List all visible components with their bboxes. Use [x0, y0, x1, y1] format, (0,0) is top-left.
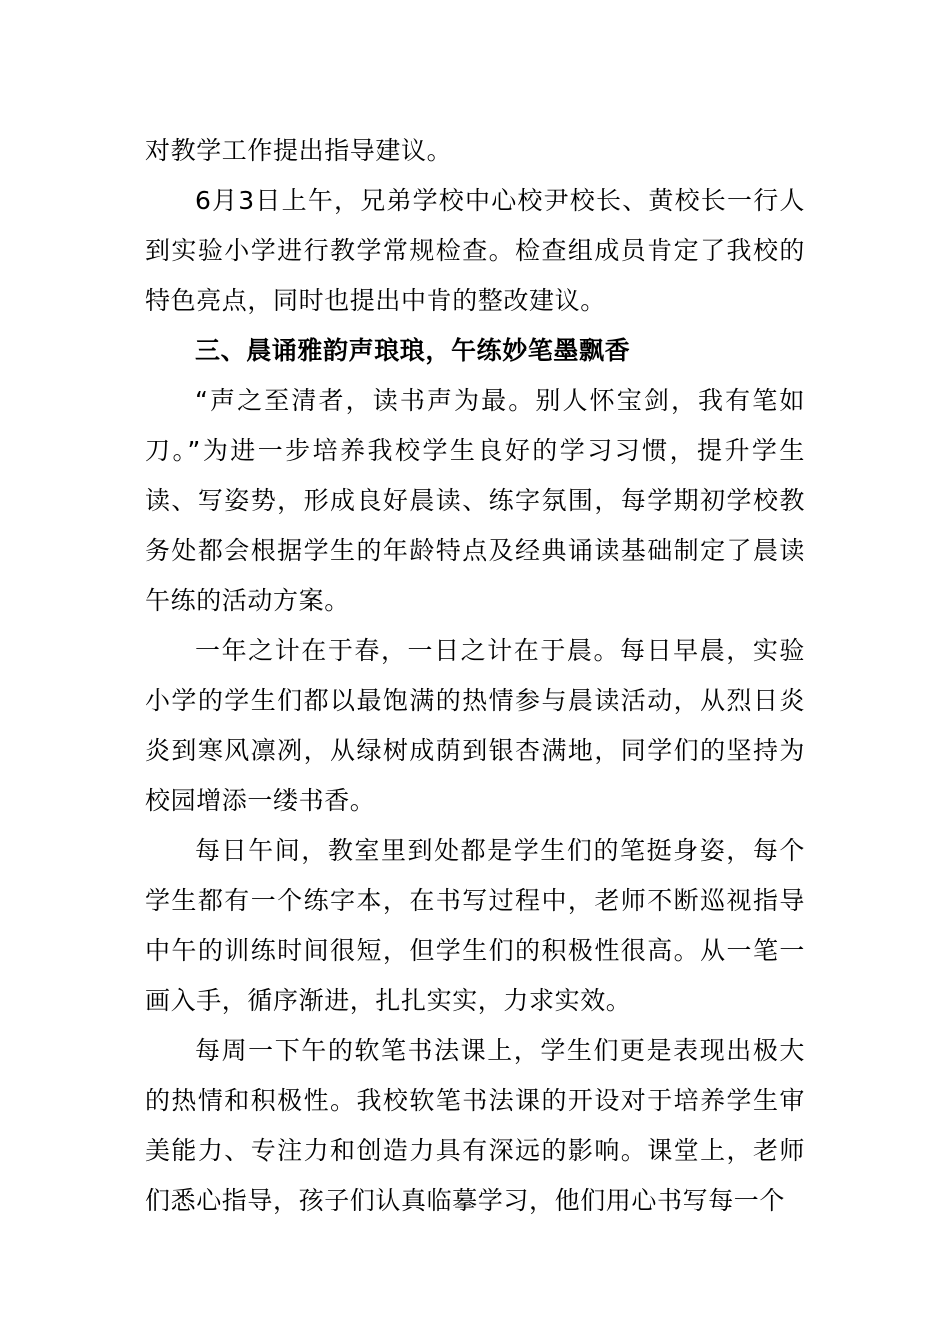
paragraph-continuation: 对教学工作提出指导建议。	[145, 136, 453, 165]
body-text	[145, 126, 805, 1226]
paragraph-calligraphy-class: 每周一下午的软笔书法课上，学生们更是表现出极大的热情和积极性。我校软笔书法课的开设对于培养学生审美能力、专注力和创造力具有深远的影响。课堂上，老师们悉心指导，孩子们认真临摹学习，他们用心书写每一个	[145, 1036, 805, 1215]
paragraph-inspection: 6月3日上午，兄弟学校中心校尹校长、黄校长一行人到实验小学进行教学常规检查。检查组成员肯定了我校的特色亮点，同时也提出中肯的整改建议。	[145, 186, 805, 315]
paragraph-morning-reading: 一年之计在于春，一日之计在于晨。每日早晨，实验小学的学生们都以最饱满的热情参与晨读活动，从烈日炎炎到寒风凛冽，从绿树成荫到银杏满地，同学们的坚持为校园增添一缕书香。	[145, 636, 805, 815]
section-heading: 三、晨诵雅韵声琅琅，午练妙笔墨飘香	[195, 336, 631, 365]
paragraph-noon-writing: 每日午间，教室里到处都是学生们的笔挺身姿，每个学生都有一个练字本，在书写过程中，老师不断巡视指导中午的训练时间很短，但学生们的积极性很高。从一笔一画入手，循序渐进，扎扎实实，力求实效。	[145, 836, 805, 1015]
paragraph-plan: “声之至清者，读书声为最。别人怀宝剑，我有笔如刀。”为进一步培养我校学生良好的学习习惯，提升学生读、写姿势，形成良好晨读、练字氛围，每学期初学校教务处都会根据学生的年龄特点及经典诵读基础制定了晨读午练的活动方案。	[145, 386, 805, 615]
